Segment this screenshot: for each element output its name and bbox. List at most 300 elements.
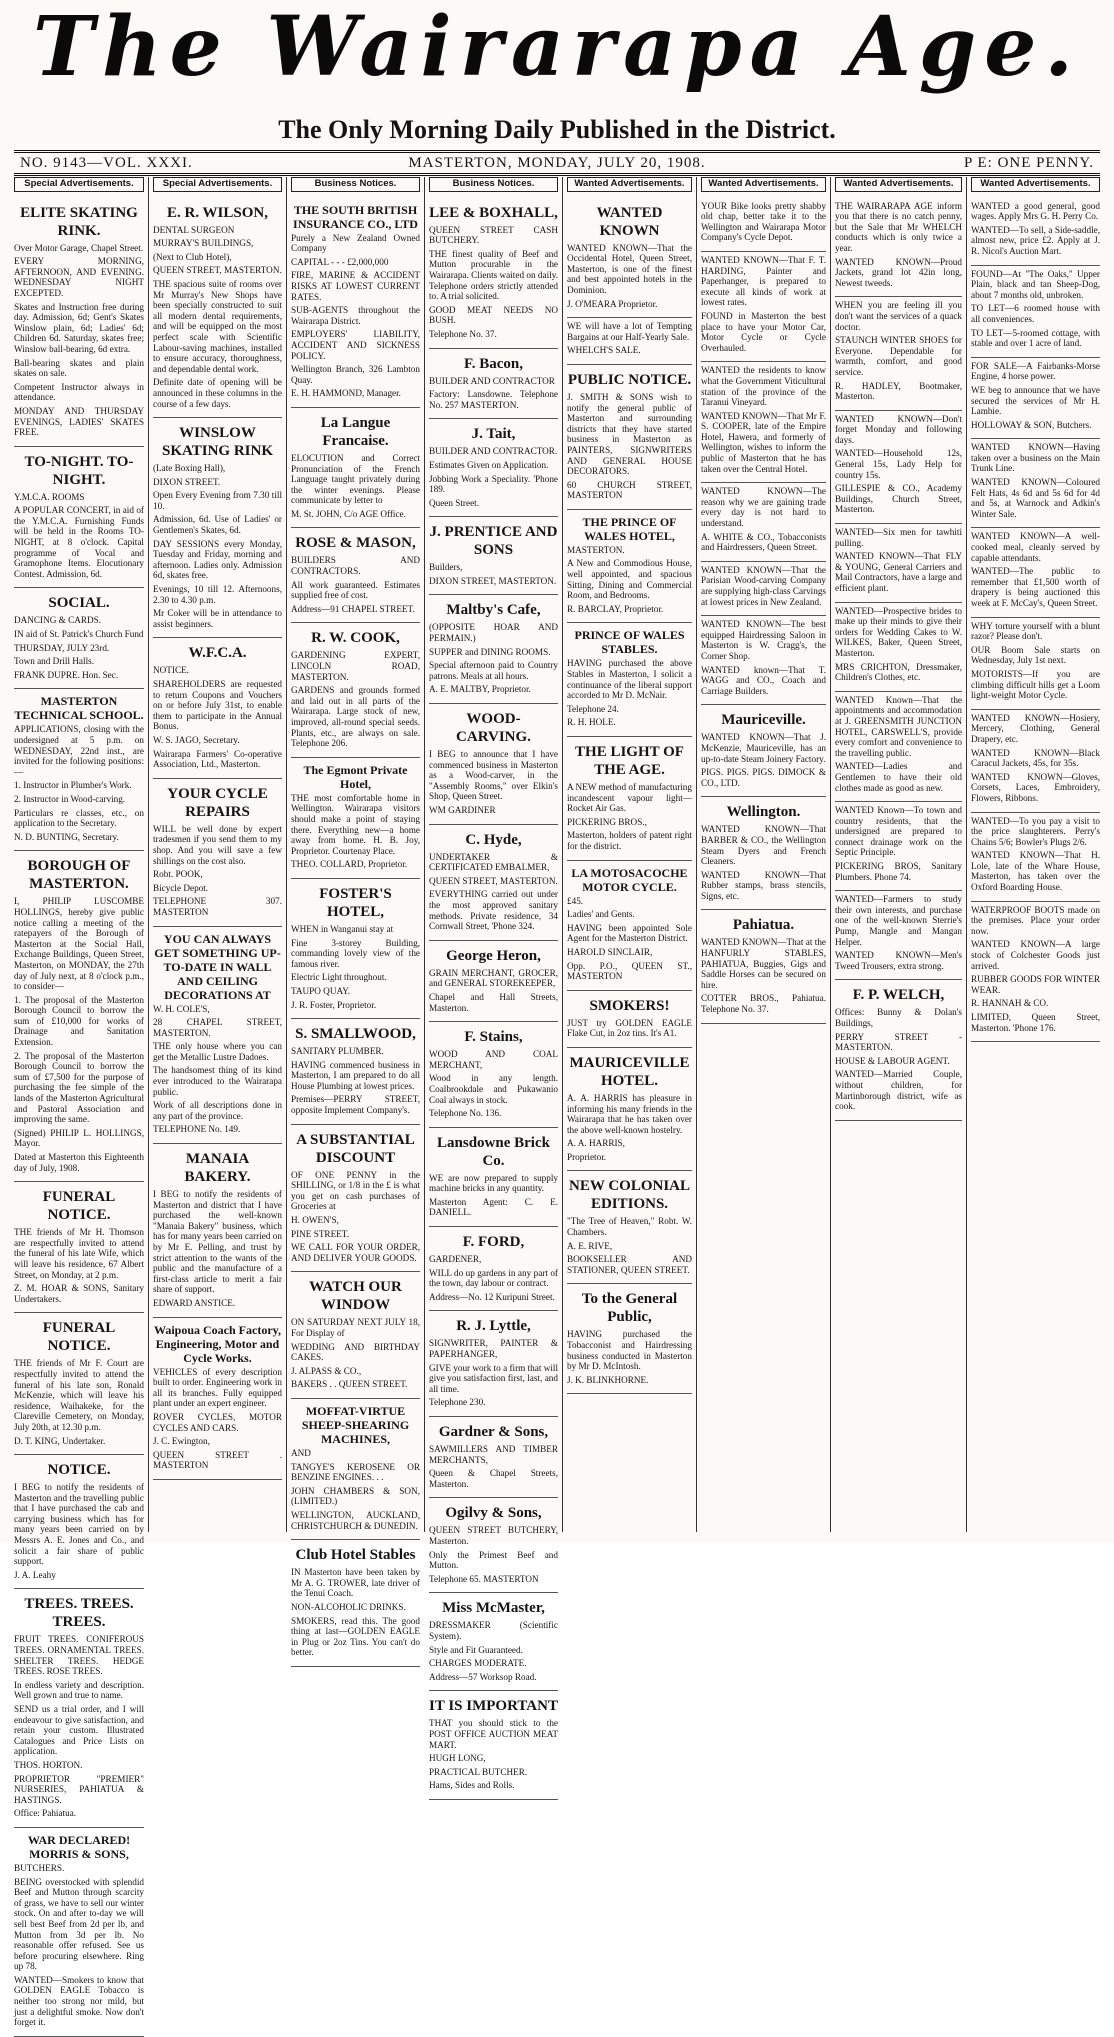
advertisement-text: LIMITED, Queen Street, Masterton. 'Phone 176. (971, 1012, 1100, 1033)
advertisement-text: N. D. BUNTING, Secretary. (14, 831, 119, 842)
advertisement-text: FIRE, MARINE & ACCIDENT RISKS AT LOWEST CURRENT RATES. (291, 270, 420, 302)
advertisement-text: (OPPOSITE HOAR AND PERMAIN.) (429, 622, 558, 644)
advertisement-text: AND (291, 1447, 311, 1458)
advertisement (291, 408, 420, 529)
advertisement (429, 1417, 558, 1498)
advertisement-text: QUEEN STREET, MASTERTON. (429, 875, 558, 886)
advertisement-text: FRANK DUPRE. Hon. Sec. (14, 669, 119, 680)
advertisement (291, 528, 420, 623)
advertisement-text: GARDENS and grounds formed and laid out in all parts of the Wairarapa. Large stock of new, improved, all-round special seeds. Plants, etc., are always on sale. Telephone 206. (291, 685, 420, 749)
advertisement-text: J. SMITH & SONS wish to notify the general public of Masterton and surrounding districts that they have started business in Masterton as PAINTERS, SIGNWRITERS AND GENERAL HOUSE DECORATORS. (567, 391, 692, 477)
advertisement (429, 198, 558, 349)
advertisement-text: NON-ALCOHOLIC DRINKS. (291, 1601, 406, 1612)
advertisement-title: PRINCE OF WALES STABLES. (574, 628, 685, 657)
advertisement-text: OUR Boom Sale starts on Wednesday, July 1st next. (971, 644, 1100, 666)
advertisement-text: THURSDAY, JULY 23rd. (14, 642, 110, 653)
column-heading: Special Advertisements. (153, 177, 282, 192)
advertisement-text: Masterton Agent: C. E. DANIELL. (429, 1196, 558, 1218)
advertisement-text: HAVING been appointed Sole Agent for the Masterton District. (567, 922, 692, 944)
advertisement-text: OF ONE PENNY in the SHILLING, or 1/8 in the £ is what you get on cash purchases of Groceries at (291, 1169, 420, 1212)
advertisement-text: A New and Commodious House, well appointed, and spacious Sitting, Dining and Commercial Room, and Bedrooms. (567, 558, 692, 601)
advertisement-text: SUB-AGENTS throughout the Wairarapa District. (291, 305, 420, 326)
advertisement (291, 1019, 420, 1125)
advertisement (835, 411, 962, 524)
advertisement (14, 689, 144, 851)
advertisement (153, 418, 282, 638)
advertisement-title: Maltby's Cafe, (446, 602, 541, 619)
advertisement-text: WANTED KNOWN—The best equipped Hairdressing Saloon in Masterton is W. Cragg's, the Corner Shop. (701, 619, 826, 661)
advertisement (153, 198, 282, 419)
advertisement (701, 252, 826, 362)
advertisement-title: SOCIAL. (48, 595, 110, 612)
advertisement (835, 891, 962, 980)
advertisement-text: GARDENER, (429, 1254, 482, 1265)
advertisement (14, 1455, 144, 1589)
advertisement-text: MURRAY'S BUILDINGS, (153, 238, 254, 249)
advertisement-text: WANTED KNOWN—Having taken over a business on the Main Trunk Line. (971, 442, 1100, 474)
advertisement-text: WANTED—Six men for tawhiti pulling. (835, 527, 962, 548)
advertisement (701, 198, 826, 252)
advertisement-text: Factory: Lansdowne. Telephone No. 257 MASTERTON. (429, 389, 558, 410)
advertisement-text: MOTORISTS—If you are climbing difficult hills get a Loom light-weight Motor Cycle. (971, 668, 1100, 701)
advertisement-text: SEND us a trial order, and I will endeavour to give satisfaction, and retain your custom. Illustrated Catalogues and Price Lists on application. (14, 1704, 144, 1757)
advertisement-text: MONDAY AND THURSDAY EVENINGS, LADIES' SKATES FREE. (14, 405, 144, 438)
advertisement-text: A. A. HARRIS has pleasure in informing his many friends in the Wairarapa that he has taken over the above well-known hostelry. (567, 1092, 692, 1135)
advertisement-title: LEE & BOXHALL, (429, 204, 558, 221)
advertisement-text: Builders, (429, 562, 463, 573)
advertisement (567, 198, 692, 319)
advertisement-text: WANTED KNOWN—That the Occidental Hotel, Queen Street, Masterton, is one of the finest and best appointed hotels in the Dominion. (567, 242, 692, 295)
advertisement (291, 758, 420, 879)
advertisement-text: WANTED KNOWN—Hosiery, Mercery, Clothing, General Drapery, etc. (971, 712, 1100, 744)
advertisement-text: WANTED—Smokers to know that GOLDEN EAGLE Tobacco is neither too strong nor mild, but just a delightful smoke. Now don't forget it. (14, 1974, 144, 2028)
advertisement-text: Premises—PERRY STREET, opposite Implement Company's. (291, 1094, 420, 1116)
advertisement-title: Mauriceville. (721, 712, 806, 729)
advertisement-text: WANTED—Ladies and Gentlemen to have their old clothes made as good as new. (835, 761, 962, 793)
column-heading: Wanted Advertisements. (971, 177, 1100, 192)
advertisement-title: WANTED KNOWN (596, 204, 663, 239)
advertisement-text: SANITARY PLUMBER. (291, 1046, 384, 1057)
advertisement-title: WATCH OUR WINDOW (309, 1279, 402, 1314)
advertisement-text: GILLESPIE & CO., Academy Buildings, Church Street, Masterton. (835, 483, 962, 515)
advertisement-text: GIVE your work to a firm that will give you satisfaction first, last, and all time. (429, 1362, 558, 1394)
masthead-subtitle: The Only Morning Daily Published in the District. (278, 115, 836, 144)
advertisement-text: I BEG to announce that I have commenced business in Masterton as a Wood-carver, in the "Assembly Rooms," over Elkin's Shop, Queen Street. (429, 749, 558, 802)
advertisement-text: WHY torture yourself with a blunt razor? Please don't. (971, 620, 1100, 642)
advertisement-text: WHELCH'S SALE. (567, 345, 641, 356)
dateline (14, 150, 1100, 176)
advertisement-title: F. Bacon, (463, 355, 524, 372)
advertisement (567, 991, 692, 1048)
advertisement-text: WOOD AND COAL MERCHANT, (429, 1049, 558, 1070)
advertisement-text: Fine 3-storey Building, commanding lovely view of the famous river. (291, 937, 420, 969)
column-8 (966, 177, 1104, 1532)
advertisement-text: WANTED KNOWN—Don't forget Monday and following days. (835, 413, 962, 445)
advertisement-text: Only the Primest Beef and Mutton. (429, 1549, 558, 1571)
advertisement-text: TELEPHONE No. 149. (153, 1124, 241, 1135)
advertisement-text: Wood in any length. Coalbrookdale and Pukawanio Coal always in stock. (429, 1073, 558, 1105)
advertisement-text: A. E. MALTBY, Proprietor. (429, 684, 531, 695)
advertisement-text: Estimates Given on Application. (429, 459, 549, 470)
advertisement (153, 779, 282, 927)
advertisement (567, 365, 692, 510)
advertisement-text: (Signed) PHILIP L. HOLLINGS, Mayor. (14, 1127, 144, 1149)
advertisement-text: CHARGES MODERATE. (429, 1658, 527, 1669)
advertisement-text: 2. The proposal of the Masterton Borough Council to borrow the sum of £7,500 for the purpose of purchasing the fee simple of the lands of the Masterton Agricultural and Pastoral Association and improving the same. (14, 1050, 144, 1125)
advertisement (291, 623, 420, 757)
advertisement (429, 1311, 558, 1417)
advertisement-text: DAY SESSIONS every Monday, Tuesday and Friday, morning and afternoon. Ladies only. Admission 6d, skates free. (153, 538, 282, 581)
advertisement-title: MOFFAT-VIRTUE SHEEP-SHEARING MACHINES, (301, 1403, 410, 1446)
advertisement-text: QUEEN STREET CASH BUTCHERY. (429, 224, 558, 246)
advertisement-title: George Heron, (446, 947, 541, 964)
advertisement-text: HAVING purchased the above Stables in Masterton, I solicit a continuance of the liberal support accorded to Mr D. McNair. (567, 658, 692, 701)
advertisement (291, 1540, 420, 1667)
advertisement (835, 980, 962, 1120)
advertisement-text: 1. The proposal of the Masterton Borough Council to borrow the sum of £10,000 for works of Drainage and Sanitation Extension. (14, 994, 144, 1048)
advertisement (153, 927, 282, 1145)
advertisement-text: WANTED—Married Couple, without children, for Martinborough district, wife as cook. (835, 1069, 962, 1112)
advertisement-title: THE SOUTH BRITISH INSURANCE CO., LTD (293, 202, 418, 231)
advertisement-text: QUEEN STREET . MASTERTON (153, 1449, 282, 1471)
advertisement-text: WANTED Known—To town and country residents, that the undersigned are prepared to connect drainage work on the Septic Principle. (835, 805, 962, 858)
advertisement-text: All work guaranteed. Estimates supplied free of cost. (291, 579, 420, 601)
advertisement-text: Skates and Instruction free during day. Admission, 6d; Gent's Skates Winslow plain, 6d; Ladies' 6d; Children 6d. Saturday, skates free; Winslow ball-bearing, 6d extra. (14, 301, 144, 354)
advertisement (291, 1399, 420, 1540)
advertisement-text: PERRY STREET - MASTERTON. (835, 1031, 962, 1053)
advertisement-text: WANTED KNOWN—A large stock of Colchester Goods just arrived. (971, 939, 1100, 971)
advertisement-title: Waipoua Coach Factory, Engineering, Motor and Cycle Works. (153, 1322, 281, 1365)
masthead-title: The Wairarapa Age. (33, 0, 1081, 95)
advertisement-text: Hams, Sides and Rolls. (429, 1780, 515, 1791)
advertisement-text: Masterton, holders of patent right for the district. (567, 830, 692, 851)
advertisement-text: COTTER BROS., Pahiatua. Telephone No. 37. (701, 993, 826, 1015)
advertisement-text: (Next to Club Hotel), (153, 251, 232, 262)
advertisement-text: WANTED KNOWN—Black Caracul Jackets, 45s, for 35s. (971, 747, 1100, 769)
advertisement-text: Z. M. HOAR & SONS, Sanitary Undertakers. (14, 1283, 144, 1304)
advertisement-text: FOUND in Masterton the best place to have your Motor Car, Motor Cycle or Cycle Overhauled. (701, 310, 826, 353)
advertisement-text: Y.M.C.A. ROOMS (14, 491, 85, 502)
advertisement-text: JUST try GOLDEN EAGLE Flake Cut, in 2oz tins. It's A1. (567, 1017, 692, 1039)
advertisement (971, 710, 1100, 813)
advertisement-text: STAUNCH WINTER SHOES for Everyone. Dependable for warmth, comfort, and good service. (835, 335, 962, 377)
advertisement-text: THE friends of Mr H. Thomson are respectfully invited to attend the funeral of his late Wife, which will leave his residence, 67 Albert Street, on Monday, at 2 p.m. (14, 1227, 144, 1280)
advertisement-text: I BEG to notify the residents of Masterton and the travelling public that I have purchased the cab and carrying business which has for many years been carried on by Messrs A. E. Jones and Co., and solicit a fair share of public support. (14, 1482, 144, 1567)
advertisement (971, 813, 1100, 902)
advertisement-title: PUBLIC NOTICE. (567, 371, 692, 388)
advertisement-text: A. E. RIVE, (567, 1240, 613, 1251)
advertisement-text: WE beg to announce that we have secured the services of Mr H. Lambie. (971, 384, 1100, 417)
advertisement-text: WANTED—Prospective brides to make up their minds to give their orders for Wedding Cakes to W. WILKES, Baker, Queen Street, Masterton. (835, 605, 962, 658)
advertisement-title: ROSE & MASON, (295, 535, 416, 552)
advertisement-title: TREES. TREES. TREES. (24, 1596, 134, 1631)
advertisement-text: PIGS. PIGS. PIGS. DIMOCK & CO., LTD. (701, 767, 826, 788)
advertisement-text: WANTED—Farmers to study their own interests, and purchase one of the well-known Sterrie's Pump, Mangle and Mangan Helper. (835, 894, 962, 947)
column-7 (830, 177, 966, 1532)
advertisement-text: E. H. HAMMOND, Manager. (291, 388, 401, 399)
column-heading: Business Notices. (291, 177, 420, 192)
advertisement-title: FOSTER'S HOTEL, (319, 885, 392, 920)
advertisement-title: J. PRENTICE AND SONS (429, 524, 558, 559)
advertisement-text: Telephone No. 37. (429, 328, 497, 339)
advertisement-text: WANTED KNOWN—That J. McKenzie, Mauriceville, has an up-to-date Steam Joinery Factory. (701, 732, 826, 764)
advertisement-title: J. Tait, (471, 426, 516, 443)
advertisement-text: WANTED KNOWN—That BARBER & CO., the Wellington Steam Dyers and French Cleaners. (701, 824, 826, 867)
advertisement-title: Ogilvy & Sons, (445, 1505, 542, 1522)
column-3 (286, 177, 424, 1658)
column-4 (424, 177, 562, 1791)
advertisement-title: Club Hotel Stables (295, 1547, 416, 1564)
column-heading: Wanted Advertisements. (567, 177, 692, 192)
advertisement (567, 737, 692, 861)
advertisement-text: WHEN you are feeling ill you don't want the services of a quack doctor. (835, 300, 962, 332)
column-heading: Special Advertisements. (14, 177, 144, 192)
advertisement-text: BUILDER AND CONTRACTOR (429, 375, 555, 386)
advertisement (567, 318, 692, 365)
advertisement-text: Opp. P.O., QUEEN ST., MASTERTON (567, 960, 692, 982)
advertisement-title: WINSLOW SKATING RINK (162, 425, 273, 460)
advertisement-text: WANTED—Household 12s, General 15s, Lady Help for country 15s. (835, 448, 962, 480)
advertisement-title: R. J. Lyttle, (456, 1318, 531, 1335)
advertisement-text: Telephone No. 136. (429, 1108, 502, 1119)
advertisement-text: Special afternoon paid to Country patrons. Meals at all hours. (429, 660, 558, 681)
advertisement-text: Telephone 65. MASTERTON (429, 1573, 539, 1584)
advertisement-text: Evenings, 10 till 12. Afternoons, 2.30 to 4.30 p.m. (153, 584, 282, 605)
advertisement-text: I BEG to notify the residents of Masterton and district that I have purchased the well-known "Manaia Bakery" business, which has for many years been carried on by Mr E. Pelling, and trust by strict attention to the wants of the public and the manufacture of a first-class article to merit a fair share of support. (153, 1189, 282, 1295)
advertisement-text: W. S. JAGO, Secretary. (153, 734, 240, 745)
advertisement-title: WOOD-CARVING. (456, 711, 531, 746)
advertisement-text: WANTED the residents to know what the Government Viticultural station of the province of the Taranui Vineyard. (701, 365, 826, 408)
advertisement-text: BUILDERS AND CONTRACTORS. (291, 555, 420, 577)
advertisement-text: WE will have a lot of Tempting Bargains at our Half-Yearly Sale. (567, 321, 692, 342)
advertisement-title: The Egmont Private Hotel, (303, 762, 408, 791)
advertisement (971, 618, 1100, 710)
advertisement (429, 419, 558, 517)
advertisement-text: WANTED KNOWN—Proud Jackets, grand lot 42in long, Newest tweeds. (835, 256, 962, 288)
advertisement (291, 879, 420, 1019)
advertisement-text: Definite date of opening will be announced in these columns in the course of a few days. (153, 377, 282, 409)
advertisement-text: Proprietor. (567, 1151, 607, 1162)
advertisement (567, 861, 692, 991)
advertisement-text: FOUND—At "The Oaks," Upper Plain, black and tan Sheep-Dog, about 7 months old, unbroken. (971, 268, 1100, 300)
advertisement-title: F. P. WELCH, (852, 987, 945, 1004)
advertisement-text: J. K. BLINKHORNE. (567, 1374, 649, 1385)
advertisement-title: A SUBSTANTIAL DISCOUNT (296, 1131, 415, 1166)
advertisement-text: WE are now prepared to supply machine bricks in any quantity. (429, 1172, 558, 1194)
advertisement-text: ELOCUTION and Correct Pronunciation of the French Language taught privately during the winter evenings. Please communicate by letter to (291, 452, 420, 506)
advertisement-text: THE finest quality of Beef and Mutton procurable in the Wairarapa. Clients waited on daily. Telephone orders strictly attended to. A trial solicited. (429, 248, 558, 302)
advertisement-text: CAPITAL - - - £2,000,000 (291, 256, 389, 267)
advertisement-text: SMOKERS, read this. The good thing at last—GOLDEN EAGLE in Plug or 2oz Tins. You can't do better. (291, 1615, 420, 1658)
advertisement-title: R. W. COOK, (311, 630, 400, 647)
advertisement (14, 1828, 144, 2037)
advertisement-text: WANTED KNOWN—That Rubber stamps, brass stencils, Signs, etc. (701, 869, 826, 901)
advertisement-text: R. BARCLAY, Proprietor. (567, 603, 664, 614)
advertisement (971, 358, 1100, 440)
advertisement-text: PICKERING BROS., (567, 816, 647, 827)
advertisement-text: EDWARD ANSTICE. (153, 1297, 236, 1308)
advertisement-text: WANTED KNOWN—That F. T. HARDING, Painter and Paperhanger, is prepared to execute all kinds of work at lowest rates. (701, 254, 826, 308)
advertisement (567, 1171, 692, 1284)
advertisement-text: HAVING purchased the Tobacconist and Hairdressing business conducted in Masterton by Mr D. McIntosh. (567, 1329, 692, 1372)
advertisement (429, 1593, 558, 1691)
advertisement-text: BUTCHERS. (14, 1862, 65, 1873)
advertisement-text: TELEPHONE 307. MASTERTON (153, 896, 282, 917)
advertisement (701, 483, 826, 562)
advertisement-text: R. HADLEY, Bootmaker, Masterton. (835, 380, 962, 402)
advertisement-text: WHEN in Wanganui stay at (291, 923, 394, 934)
advertisement-text: IN aid of St. Patrick's Church Fund (14, 629, 144, 640)
advertisement-text: PROPRIETOR "PREMIER" NURSERIES, PAHIATUA & HASTINGS. (14, 1773, 144, 1805)
advertisement-text: THOS. HORTON. (14, 1759, 83, 1770)
advertisement-text: Town and Drill Halls. (14, 656, 94, 667)
advertisement-text: WANTED KNOWN—Men's Tweed Trousers, extra strong. (835, 950, 962, 971)
advertisement-title: MANAIA BAKERY. (184, 1151, 251, 1186)
advertisement-text: Mr Coker will be in attendance to assist beginners. (153, 608, 282, 629)
advertisement (153, 1144, 282, 1318)
advertisement-text: NOTICE. (153, 665, 189, 676)
advertisement-text: Competent Instructor always in attendance. (14, 381, 144, 403)
advertisement-text: £45. (567, 895, 584, 906)
advertisement-text: Wellington Branch, 326 Lambton Quay. (291, 364, 420, 385)
advertisement-text: WANTED KNOWN—A well-cooked meal, cleanly served by capable attendants. (971, 531, 1100, 563)
advertisement-text: "The Tree of Heaven," Robt. W. Chambers. (567, 1216, 692, 1238)
advertisement-text: WANTED KNOWN—That FLY & YOUNG, General Carriers and Mail Contractors, have a large and efficient plant. (835, 551, 962, 593)
advertisement-text: The handsomest thing of its kind ever introduced to the Wairarapa public. (153, 1065, 282, 1097)
advertisement-text: Work of all descriptions done in any part of the province. (153, 1100, 282, 1121)
advertisement (429, 1227, 558, 1311)
advertisement-text: WANTED KNOWN—Coloured Felt Hats, 4s 6d and 5s 6d for 4d and 5s, at Warnock and Adkin's Winter Sale. (971, 477, 1100, 519)
advertisement-text: J. C. Ewington, (153, 1436, 210, 1447)
advertisement (14, 198, 144, 447)
advertisement-text: HOUSE & LABOUR AGENT. (835, 1055, 950, 1066)
advertisement-text: YOUR Bike looks pretty shabby old chap, better take it to the Wellington and Wairarapa Motor Company's Cycle Depot. (701, 200, 826, 243)
advertisement-text: Bicycle Depot. (153, 882, 209, 893)
advertisement-text: M. St. JOHN, C/o AGE Office. (291, 508, 406, 519)
advertisement (291, 198, 420, 408)
advertisement-text: WANTED KNOWN—Gloves, Corsets, Laces, Embroidery, Flowers, Ribbons. (971, 771, 1100, 803)
advertisement-title: NEW COLONIAL EDITIONS. (569, 1178, 690, 1213)
advertisement-text: HOLLOWAY & SON, Butchers. (971, 419, 1092, 430)
advertisement-text: SAWMILLERS AND TIMBER MERCHANTS, (429, 1444, 558, 1465)
advertisement-text: QUEEN STREET, MASTERTON. (153, 265, 282, 276)
advertisement (429, 704, 558, 825)
advertisement-text: A POPULAR CONCERT, in aid of the Y.M.C.A. Furnishing Funds will be held in the Rooms TO-NIGHT, at 8 o'clock. Capital programme of Vocal and Gramophone Items. Elocutionary Contest. Admission, 6d. (14, 505, 144, 579)
advertisement-text: Offices: Bunny & Dolan's Buildings, (835, 1007, 962, 1028)
advertisement-text: JOHN CHAMBERS & SON, (LIMITED.) (291, 1485, 420, 1507)
advertisement-text: MASTERTON. (567, 544, 625, 555)
advertisement-title: LA MOTOSACOCHE MOTOR CYCLE. (571, 865, 688, 894)
advertisement (701, 562, 826, 616)
advertisement-text: WANTED Known—That the appointments and accommodation at J. GREENSMITH JUNCTION HOTEL, CARSWELL'S, provide every comfort and convenience to the travelling public. (835, 694, 962, 758)
advertisement (291, 1272, 420, 1399)
advertisement-text: Ladies' and Gents. (567, 909, 635, 920)
advertisement-text: A. WHITE & CO., Tobacconists and Hairdressers, Queen Street. (701, 531, 826, 553)
advertisement-title: S. SMALLWOOD, (295, 1026, 416, 1043)
advertisement-text: J. ALPASS & CO., (291, 1365, 362, 1376)
advertisement-text: J. A. Leahy (14, 1569, 56, 1580)
advertisement (429, 1691, 558, 1800)
advertisement-text: D. T. KING, Undertaker. (14, 1435, 106, 1446)
advertisement-text: FOR SALE—A Fairbanks-Morse Engine, 4 horse power. (971, 360, 1100, 382)
advertisement (429, 941, 558, 1022)
advertisement-text: A. A. HARRIS, (567, 1138, 625, 1149)
advertisement-text: DENTAL SURGEON (153, 224, 235, 235)
advertisement-text: WE CALL FOR YOUR ORDER, AND DELIVER YOUR GOODS. (291, 1242, 420, 1263)
advertisement-text: HAVING commenced business in Masterton, I am prepared to do all House Plumbing at lowest prices. (291, 1059, 420, 1091)
advertisement-text: THE spacious suite of rooms over Mr Murray's New Shops have been specially constructed to suit all modern dental requirements, and will be equipped on the most perfect scale with Scientific Labour-saving machines, installed to ensure accuracy, thoroughness, and dependable dental work. (153, 278, 282, 374)
advertisement-text: DANCING & CARDS. (14, 615, 102, 626)
advertisement-text: THE most comfortable home in Wellington. Wairarapa visitors should make a point of staying there. Everything new—a home away from home. H. B. Joy, Proprietor. Courtenay Place. (291, 792, 420, 856)
advertisement-text: THEO. COLLARD, Proprietor. (291, 859, 408, 870)
advertisement-text: SHAREHOLDERS are requested to return Coupons and Vouchers on or before July 31st, to enable them to participate in the Annual Bonus. (153, 679, 282, 732)
advertisement-title: FUNERAL NOTICE. (42, 1320, 116, 1355)
advertisement (701, 910, 826, 1023)
advertisement-text: TAUPO QUAY. (291, 985, 350, 996)
advertisement-text: DIXON STREET, MASTERTON. (429, 575, 557, 586)
advertisement-text: Jobbing Work a Speciality. 'Phone 189. (429, 473, 558, 495)
advertisement (835, 802, 962, 891)
advertisement-title: F. FORD, (462, 1234, 525, 1251)
advertisement (971, 902, 1100, 1043)
advertisement-title: F. Stains, (464, 1029, 523, 1046)
advertisement-title: BOROUGH OF MASTERTON. (27, 858, 131, 893)
advertisement (701, 705, 826, 797)
advertisement-text: WATERPROOF BOOTS made on the premises. Place your order now. (971, 904, 1100, 936)
advertisement-title: ELITE SKATING RINK. (20, 204, 138, 239)
advertisement (429, 517, 558, 595)
advertisement-text: WANTED KNOWN—That H. Lole, late of the Whare House, Masterton, has taken over the Oxford Boarding House. (971, 850, 1100, 893)
advertisement-text: A NEW method of manufacturing incandescent vapour light—Rocket Air Gas. (567, 782, 692, 814)
advertisement-text: APPLICATIONS, closing with the undersigned at 5 p.m. on WEDNESDAY, 22nd inst., are invited for the following positions:— (14, 724, 144, 777)
advertisement-text: Chapel and Hall Streets, Masterton. (429, 991, 558, 1013)
advertisement-title: YOU CAN ALWAYS GET SOMETHING UP-TO-DATE IN WALL AND CEILING DECORATIONS AT (154, 931, 281, 1002)
advertisement-text: Office: Pahiatua. (14, 1808, 77, 1819)
advertisement-text: WM GARDINER (429, 805, 496, 815)
advertisement-text: GRAIN MERCHANT, GROCER, and GENERAL STOREKEEPER, (429, 967, 558, 989)
advertisement-text: Address—No. 12 Kuripuni Street. (429, 1291, 555, 1302)
advertisement (971, 266, 1100, 358)
advertisement (567, 623, 692, 737)
advertisement (429, 1022, 558, 1128)
advertisement-text: In endless variety and description. Well grown and true to name. (14, 1679, 144, 1701)
column-6 (696, 177, 830, 1532)
advertisement-text: SIGNWRITER, PAINTER & PAPERHANGER, (429, 1338, 558, 1360)
advertisement-text: THE WAIRARAPA AGE inform you that there is no catch penny, but the Sale that Mr WHELCH conducts which is only twice a year. (835, 200, 962, 253)
column-heading: Business Notices. (429, 177, 558, 192)
advertisement (14, 1313, 144, 1455)
advertisement (153, 638, 282, 778)
advertisement-text: R. HANNAH & CO. (971, 998, 1049, 1009)
advertisement (567, 1048, 692, 1172)
advertisement-text: EMPLOYERS' LIABILITY, ACCIDENT AND SICKNESS POLICY. (291, 329, 420, 361)
issue-number: NO. 9143—VOL. XXXI. (20, 155, 193, 171)
advertisement-text: Wairarapa Farmers' Co-operative Association, Ltd., Masterton. (153, 748, 282, 770)
advertisement (835, 603, 962, 692)
advertisement-text: VEHICLES of every description built to order. Engineering work in all its branches. Fully equipped plant under an expert engineer. (153, 1366, 282, 1409)
advertisement-text: ROVER CYCLES, MOTOR CYCLES AND CARS. (153, 1411, 282, 1433)
advertisement-text: SUPPER and DINING ROOMS. (429, 646, 551, 657)
advertisement-text: Particulars re classes, etc., on application to the Secretary. (14, 807, 144, 829)
advertisement-text: MRS CRICHTON, Dressmaker, Children's Clothes, etc. (835, 661, 962, 683)
advertisement-text: THE only house where you can get the Metallic Lustre Dadoes. (153, 1041, 282, 1062)
advertisement (14, 447, 144, 589)
advertisement (971, 528, 1100, 617)
advertisement (153, 1318, 282, 1480)
issue-price: P E: ONE PENNY. (963, 155, 1094, 171)
advertisement-text: DIXON STREET. (153, 476, 221, 487)
advertisement-text: HUGH LONG, (429, 1753, 486, 1764)
